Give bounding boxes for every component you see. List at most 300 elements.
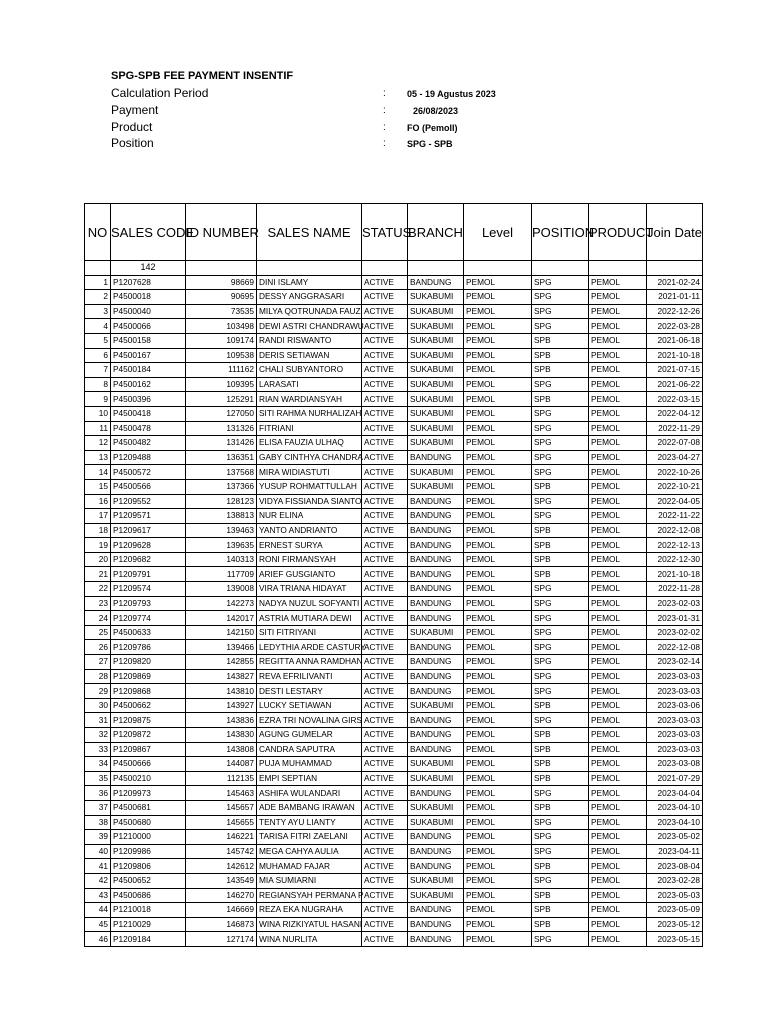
cell-no: 28 [85,669,111,684]
cell-no: 29 [85,684,111,699]
cell-id-number: 90695 [186,290,257,305]
table-row [85,640,703,655]
cell-product: PEMOL [589,669,647,684]
header-no: NO [85,204,111,261]
cell-position: SPB [532,903,589,918]
cell-sales-name: REVA EFRILIVANTI [257,669,362,684]
cell-sales-name: MILYA QOTRUNADA FAUZ [257,304,362,319]
cell-no: 37 [85,800,111,815]
cell-id-number: 146270 [186,888,257,903]
cell-no: 44 [85,903,111,918]
cell-id-number: 146669 [186,903,257,918]
cell-status: ACTIVE [362,348,408,363]
cell-product: PEMOL [589,815,647,830]
cell-position: SPG [532,932,589,947]
cell-position: SPB [532,771,589,786]
cell-status: ACTIVE [362,582,408,597]
cell-position: SPG [532,684,589,699]
cell-branch: BANDUNG [408,552,464,567]
cell-no: 17 [85,509,111,524]
cell-branch: BANDUNG [408,859,464,874]
meta-colon: : [383,138,386,149]
table-row [85,742,703,757]
cell-join-date: 2023-03-08 [647,757,703,772]
meta-colon: : [383,88,386,99]
cell-join-date: 2023-02-03 [647,596,703,611]
cell-sales-code: P1209184 [111,932,186,947]
cell-status: ACTIVE [362,888,408,903]
cell-branch: SUKABUMI [408,479,464,494]
cell-join-date: 2023-04-11 [647,844,703,859]
cell-product: PEMOL [589,582,647,597]
cell-id-number: 140313 [186,552,257,567]
cell-sales-name: LUCKY SETIAWAN [257,698,362,713]
cell-position: SPG [532,406,589,421]
cell-sales-code: P1209574 [111,582,186,597]
cell-id-number: 143810 [186,684,257,699]
meta-value: FO (Pemoll) [407,123,458,133]
cell-product: PEMOL [589,786,647,801]
cell-level: PEMOL [464,406,532,421]
cell-id-number: 128123 [186,494,257,509]
meta-value: SPG - SPB [407,139,453,149]
cell-join-date: 2023-05-09 [647,903,703,918]
cell-product: PEMOL [589,859,647,874]
cell-level: PEMOL [464,596,532,611]
table-cell [589,261,647,276]
cell-status: ACTIVE [362,625,408,640]
cell-status: ACTIVE [362,684,408,699]
cell-id-number: 143927 [186,698,257,713]
cell-join-date: 2022-11-28 [647,582,703,597]
table-row [85,655,703,670]
cell-status: ACTIVE [362,932,408,947]
table-row [85,859,703,874]
table-row [85,392,703,407]
cell-join-date: 2023-03-03 [647,742,703,757]
cell-position: SPG [532,436,589,451]
header-join-date: Join Date [647,204,703,261]
cell-join-date: 2022-10-21 [647,479,703,494]
cell-product: PEMOL [589,917,647,932]
table-row [85,728,703,743]
cell-branch: BANDUNG [408,538,464,553]
cell-status: ACTIVE [362,552,408,567]
cell-sales-name: CHALI SUBYANTORO [257,363,362,378]
cell-sales-code: P1209793 [111,596,186,611]
cell-sales-code: P1209867 [111,742,186,757]
cell-join-date: 2021-01-11 [647,290,703,305]
cell-level: PEMOL [464,392,532,407]
cell-id-number: 142855 [186,655,257,670]
cell-level: PEMOL [464,450,532,465]
table-row [85,917,703,932]
sales-table [84,203,703,947]
cell-product: PEMOL [589,771,647,786]
cell-join-date: 2022-07-08 [647,436,703,451]
cell-sales-name: CANDRA SAPUTRA [257,742,362,757]
cell-position: SPG [532,421,589,436]
cell-position: SPG [532,713,589,728]
cell-no: 41 [85,859,111,874]
cell-join-date: 2021-10-18 [647,567,703,582]
cell-branch: BANDUNG [408,640,464,655]
cell-position: SPG [532,625,589,640]
cell-product: PEMOL [589,319,647,334]
cell-sales-name: LEDYTHIA ARDE CASTURY [257,640,362,655]
cell-join-date: 2021-06-22 [647,377,703,392]
cell-no: 2 [85,290,111,305]
cell-product: PEMOL [589,523,647,538]
cell-status: ACTIVE [362,479,408,494]
cell-sales-name: TENTY AYU LIANTY [257,815,362,830]
cell-product: PEMOL [589,698,647,713]
cell-id-number: 142273 [186,596,257,611]
table-row [85,363,703,378]
cell-sales-name: RIAN WARDIANSYAH [257,392,362,407]
cell-join-date: 2023-03-03 [647,684,703,699]
cell-product: PEMOL [589,844,647,859]
cell-product: PEMOL [589,640,647,655]
cell-sales-name: ADE BAMBANG IRAWAN [257,800,362,815]
cell-branch: BANDUNG [408,830,464,845]
table-row [85,319,703,334]
cell-no: 11 [85,421,111,436]
table-row [85,611,703,626]
table-row [85,800,703,815]
cell-status: ACTIVE [362,406,408,421]
cell-join-date: 2023-02-14 [647,655,703,670]
cell-branch: SUKABUMI [408,873,464,888]
cell-position: SPB [532,538,589,553]
cell-no: 27 [85,655,111,670]
cell-position: SPG [532,304,589,319]
cell-status: ACTIVE [362,917,408,932]
cell-status: ACTIVE [362,494,408,509]
cell-sales-code: P4500478 [111,421,186,436]
cell-product: PEMOL [589,903,647,918]
cell-position: SPB [532,800,589,815]
table-cell [532,261,589,276]
cell-level: PEMOL [464,888,532,903]
cell-level: PEMOL [464,333,532,348]
cell-sales-code: P1209628 [111,538,186,553]
cell-status: ACTIVE [362,275,408,290]
cell-level: PEMOL [464,436,532,451]
cell-sales-name: REZA EKA NUGRAHA [257,903,362,918]
cell-branch: SUKABUMI [408,436,464,451]
cell-no: 10 [85,406,111,421]
cell-join-date: 2022-10-26 [647,465,703,480]
cell-no: 35 [85,771,111,786]
cell-level: PEMOL [464,903,532,918]
cell-join-date: 2023-04-10 [647,815,703,830]
cell-branch: BANDUNG [408,786,464,801]
cell-sales-code: P1209488 [111,450,186,465]
cell-no: 6 [85,348,111,363]
cell-position: SPG [532,377,589,392]
cell-no: 16 [85,494,111,509]
cell-status: ACTIVE [362,844,408,859]
cell-level: PEMOL [464,917,532,932]
cell-position: SPG [532,494,589,509]
cell-id-number: 143836 [186,713,257,728]
table-row [85,757,703,772]
header-product: PRODUCT [589,204,647,261]
cell-status: ACTIVE [362,903,408,918]
cell-join-date: 2021-10-18 [647,348,703,363]
cell-product: PEMOL [589,538,647,553]
cell-sales-code: P4500662 [111,698,186,713]
cell-branch: SUKABUMI [408,465,464,480]
cell-product: PEMOL [589,421,647,436]
cell-sales-name: DINI ISLAMY [257,275,362,290]
cell-sales-name: DESTI LESTARY [257,684,362,699]
cell-status: ACTIVE [362,815,408,830]
table-row [85,333,703,348]
cell-sales-code: P1210000 [111,830,186,845]
meta-payment [111,103,511,118]
cell-sales-code: P1209872 [111,728,186,743]
table-row [85,873,703,888]
cell-sales-name: PUJA MUHAMMAD [257,757,362,772]
cell-sales-name: REGIANSYAH PERMANA P [257,888,362,903]
cell-status: ACTIVE [362,786,408,801]
cell-status: ACTIVE [362,363,408,378]
cell-sales-name: ARIEF GUSGIANTO [257,567,362,582]
cell-level: PEMOL [464,290,532,305]
cell-id-number: 111162 [186,363,257,378]
cell-branch: BANDUNG [408,844,464,859]
cell-sales-name: LARASATI [257,377,362,392]
cell-level: PEMOL [464,494,532,509]
cell-branch: BANDUNG [408,567,464,582]
table-row [85,552,703,567]
cell-branch: BANDUNG [408,728,464,743]
cell-join-date: 2022-04-12 [647,406,703,421]
table-row [85,932,703,947]
cell-id-number: 143808 [186,742,257,757]
cell-join-date: 2023-08-04 [647,859,703,874]
cell-sales-name: NADYA NUZUL SOFYANTI [257,596,362,611]
cell-position: SPG [532,815,589,830]
cell-id-number: 136351 [186,450,257,465]
table-row [85,377,703,392]
cell-sales-name: GABY CINTHYA CHANDRA [257,450,362,465]
cell-id-number: 142150 [186,625,257,640]
cell-product: PEMOL [589,436,647,451]
cell-position: SPB [532,728,589,743]
cell-sales-name: WINA RIZKIYATUL HASANI [257,917,362,932]
cell-position: SPG [532,640,589,655]
cell-sales-code: P4500633 [111,625,186,640]
cell-id-number: 112135 [186,771,257,786]
cell-no: 5 [85,333,111,348]
cell-product: PEMOL [589,465,647,480]
cell-position: SPB [532,333,589,348]
cell-product: PEMOL [589,567,647,582]
cell-no: 39 [85,830,111,845]
cell-sales-name: EMPI SEPTIAN [257,771,362,786]
header-branch: BRANCH [408,204,464,261]
cell-no: 21 [85,567,111,582]
cell-sales-code: P1209806 [111,859,186,874]
meta-value: 26/08/2023 [413,106,459,116]
cell-product: PEMOL [589,830,647,845]
cell-level: PEMOL [464,669,532,684]
cell-id-number: 139466 [186,640,257,655]
cell-sales-name: YANTO ANDRIANTO [257,523,362,538]
cell-id-number: 131426 [186,436,257,451]
cell-sales-name: ASHIFA WULANDARI [257,786,362,801]
cell-sales-name: YUSUP ROHMATTULLAH [257,479,362,494]
cell-id-number: 143549 [186,873,257,888]
table-cell [85,261,111,276]
cell-position: SPG [532,275,589,290]
cell-sales-code: P4500686 [111,888,186,903]
cell-status: ACTIVE [362,333,408,348]
cell-product: PEMOL [589,611,647,626]
cell-position: SPB [532,917,589,932]
cell-id-number: 127174 [186,932,257,947]
table-row [85,450,703,465]
cell-id-number: 145742 [186,844,257,859]
cell-status: ACTIVE [362,800,408,815]
cell-level: PEMOL [464,771,532,786]
cell-no: 42 [85,873,111,888]
cell-sales-name: ERNEST SURYA [257,538,362,553]
cell-position: SPB [532,567,589,582]
cell-level: PEMOL [464,815,532,830]
cell-sales-code: P4500396 [111,392,186,407]
cell-join-date: 2021-07-29 [647,771,703,786]
cell-status: ACTIVE [362,830,408,845]
cell-sales-code: P4500066 [111,319,186,334]
cell-status: ACTIVE [362,713,408,728]
cell-no: 33 [85,742,111,757]
cell-no: 36 [85,786,111,801]
meta-value: 05 - 19 Agustus 2023 [407,89,496,99]
cell-product: PEMOL [589,713,647,728]
cell-id-number: 127050 [186,406,257,421]
cell-sales-name: AGUNG GUMELAR [257,728,362,743]
cell-product: PEMOL [589,494,647,509]
cell-level: PEMOL [464,625,532,640]
cell-branch: BANDUNG [408,903,464,918]
cell-position: SPG [532,873,589,888]
cell-branch: SUKABUMI [408,290,464,305]
cell-id-number: 98669 [186,275,257,290]
table-cell [464,261,532,276]
cell-id-number: 109174 [186,333,257,348]
cell-level: PEMOL [464,655,532,670]
cell-position: SPB [532,859,589,874]
table-row [85,771,703,786]
cell-product: PEMOL [589,596,647,611]
cell-product: PEMOL [589,304,647,319]
cell-no: 15 [85,479,111,494]
cell-sales-code: P4500210 [111,771,186,786]
table-row [85,903,703,918]
cell-join-date: 2021-02-24 [647,275,703,290]
cell-sales-name: VIRA TRIANA HIDAYAT [257,582,362,597]
cell-sales-code: P1210029 [111,917,186,932]
cell-sales-code: P4500162 [111,377,186,392]
cell-join-date: 2023-03-03 [647,713,703,728]
cell-sales-name: SITI RAHMA NURHALIZAH [257,406,362,421]
cell-no: 38 [85,815,111,830]
table-row [85,830,703,845]
cell-id-number: 144087 [186,757,257,772]
cell-status: ACTIVE [362,859,408,874]
cell-no: 40 [85,844,111,859]
cell-status: ACTIVE [362,596,408,611]
table-row [85,290,703,305]
cell-id-number: 109395 [186,377,257,392]
cell-join-date: 2023-05-12 [647,917,703,932]
cell-id-number: 145463 [186,786,257,801]
cell-sales-code: P4500018 [111,290,186,305]
cell-status: ACTIVE [362,523,408,538]
cell-product: PEMOL [589,348,647,363]
cell-branch: BANDUNG [408,596,464,611]
cell-branch: SUKABUMI [408,421,464,436]
cell-status: ACTIVE [362,757,408,772]
cell-id-number: 143830 [186,728,257,743]
cell-join-date: 2022-12-13 [647,538,703,553]
cell-no: 20 [85,552,111,567]
cell-level: PEMOL [464,830,532,845]
cell-no: 46 [85,932,111,947]
meta-product [111,120,511,135]
cell-sales-code: P4500418 [111,406,186,421]
cell-id-number: 146873 [186,917,257,932]
cell-sales-name: NUR ELINA [257,509,362,524]
cell-sales-name: FITRIANI [257,421,362,436]
cell-no: 31 [85,713,111,728]
cell-sales-name: ELISA FAUZIA ULHAQ [257,436,362,451]
cell-product: PEMOL [589,625,647,640]
table-row [85,479,703,494]
table-row [85,815,703,830]
cell-status: ACTIVE [362,728,408,743]
cell-no: 25 [85,625,111,640]
header-id-number: ID NUMBER [186,204,257,261]
table-cell [408,261,464,276]
cell-sales-code: P4500681 [111,800,186,815]
cell-id-number: 125291 [186,392,257,407]
cell-product: PEMOL [589,479,647,494]
cell-no: 12 [85,436,111,451]
cell-id-number: 109538 [186,348,257,363]
meta-position [111,136,511,151]
cell-sales-name: EZRA TRI NOVALINA GIRS [257,713,362,728]
table-row [85,465,703,480]
cell-join-date: 2023-04-10 [647,800,703,815]
meta-label: Position [111,136,154,150]
table-row [85,684,703,699]
cell-branch: SUKABUMI [408,888,464,903]
cell-level: PEMOL [464,859,532,874]
cell-no: 34 [85,757,111,772]
cell-product: PEMOL [589,728,647,743]
cell-sales-name: RONI FIRMANSYAH [257,552,362,567]
cell-position: SPB [532,392,589,407]
cell-join-date: 2023-03-06 [647,698,703,713]
cell-sales-code: P1209868 [111,684,186,699]
cell-status: ACTIVE [362,319,408,334]
cell-no: 1 [85,275,111,290]
